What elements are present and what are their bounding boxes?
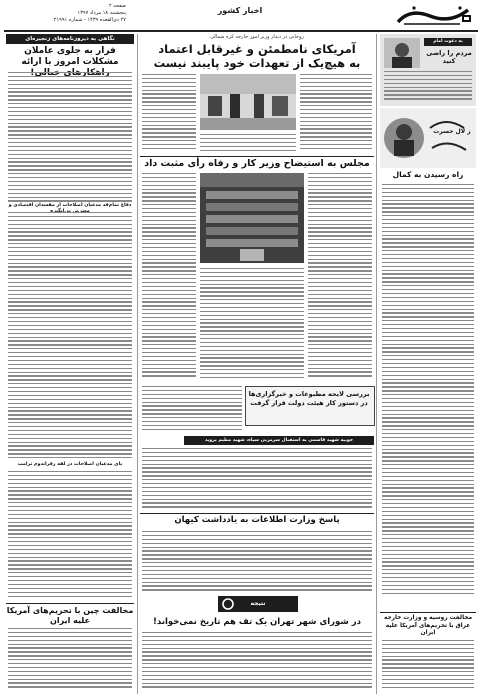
left-column-body xyxy=(8,72,132,204)
right-column-rule xyxy=(380,612,476,613)
special-feature-graphic xyxy=(380,108,476,168)
right-box-tag: به دعوت امام xyxy=(424,38,472,46)
middle-rule xyxy=(140,513,374,514)
middle-body xyxy=(142,448,372,512)
city-council-headline: در شورای شهر تهران یک تف هم تاریخ نمی‌خواند! xyxy=(153,617,361,627)
right-box-body xyxy=(384,71,472,103)
left-column-headline: فرار به جلوی عاملان مشکلات امروز با ارائه xyxy=(21,46,119,67)
middle-body xyxy=(142,632,372,692)
header-rule xyxy=(4,30,478,32)
left-column-tag: نگاهی به دیروزنامه‌های زنجیره‌ای xyxy=(6,34,134,44)
kayhan-logo xyxy=(390,2,476,30)
section-title: اخبار کشور xyxy=(217,6,263,15)
middle-body xyxy=(142,386,242,432)
lead-body xyxy=(200,134,296,154)
second-body xyxy=(200,268,304,383)
right-column-bottom-headline: مخالفت روسیه و وزارت خارجه عراق با تحریم‌های آمریکا علیه ایران xyxy=(383,615,473,636)
inset-headline: بررسی لایحه مطبوعات و خبرگزاری‌ها در دستور کار هیئت دولت قرار گرفت xyxy=(248,390,370,407)
left-column-body xyxy=(8,212,132,462)
lead-kicker: روحانی در دیدار وزیر امور خارجه کره شمالی xyxy=(210,34,304,40)
right-column-headline: راه رسیدن به کمال xyxy=(392,170,464,179)
middle-body xyxy=(142,531,372,595)
parliament-photo xyxy=(200,173,304,263)
dark-strip: جوبیه شهید قاسمی به استقبال سرمربی سپاه، شهید مطیم بروید xyxy=(184,436,374,445)
lead-headline-1: آمریکای نامطمئن و غیرقابل اعتماد xyxy=(158,42,356,56)
second-headline: مجلس به استیضاح وزیر کار و رفاه رأی مثبت داد xyxy=(144,158,370,169)
left-column-subhead-1: دفاع تمام‌قد مدعیان اصلاحات از مفسدان اقتصادی و xyxy=(8,203,132,208)
page-number: صفحه ۲ xyxy=(109,3,126,9)
lead-body xyxy=(300,74,372,152)
column-divider xyxy=(376,34,377,694)
lead-headline-2: به هیچ‌یک از تعهدات خود پایبند نیست xyxy=(153,56,361,70)
right-column-body xyxy=(382,640,474,692)
ad-banner: نتیجه xyxy=(218,596,298,612)
second-body xyxy=(308,173,372,383)
lead-body xyxy=(142,74,196,152)
second-body xyxy=(142,173,196,383)
intelligence-headline: پاسخ وزارت اطلاعات به یادداشت کیهان xyxy=(174,515,340,525)
ad-circle-icon xyxy=(222,598,234,610)
meeting-photo xyxy=(200,74,296,130)
left-column-body xyxy=(8,471,132,601)
left-column-bottom-headline: مخالفت چین با تحریم‌های آمریکا علیه ایران xyxy=(6,606,134,625)
right-box-title: مردم را راضی کنید xyxy=(426,49,472,65)
right-column-body xyxy=(382,184,474,604)
date-block xyxy=(6,3,126,24)
left-column-body xyxy=(8,628,132,692)
column-divider xyxy=(137,34,138,694)
lead-rule xyxy=(140,156,374,157)
issue-line: ۲۷ ذی‌القعده ۱۴۳۹ - شماره ۲۱۹۹۱ xyxy=(53,17,126,23)
special-feature-label: ز لال حسرت xyxy=(433,128,471,135)
imam-portrait xyxy=(384,38,420,68)
date-line: پنجشنبه ۱۸ مرداد ۱۳۹۷ xyxy=(77,10,126,16)
left-column-rule xyxy=(6,603,134,604)
left-column-subhead-2: پای مدعیان اصلاحات در لقه رفراندوم ترامپ xyxy=(17,462,123,467)
